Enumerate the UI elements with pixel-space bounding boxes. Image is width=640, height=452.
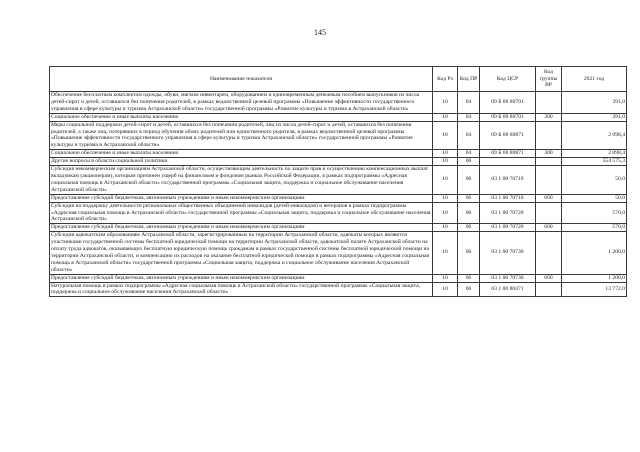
row-rz: 10	[433, 194, 458, 202]
row-csr: 03 1 00 70720	[480, 224, 536, 232]
row-vr	[536, 121, 562, 150]
table-header-row	[50, 67, 627, 92]
row-amount: 391,0	[562, 92, 627, 114]
row-vr	[536, 158, 562, 166]
table-row	[50, 166, 627, 195]
row-amount: 1 200,0	[562, 274, 627, 282]
row-csr: 09 Б 00 80701	[480, 92, 536, 114]
row-csr: 03 1 00 70720	[480, 202, 536, 224]
row-vr: 300	[536, 113, 562, 121]
row-name: Социальное обеспечение и иные выплаты населению	[50, 113, 433, 121]
row-pr: 04	[458, 92, 480, 114]
row-pr: 06	[458, 282, 480, 297]
row-rz: 10	[433, 232, 458, 274]
row-pr: 04	[458, 121, 480, 150]
header-csr: Код ЦСР	[480, 67, 536, 92]
row-rz: 10	[433, 166, 458, 195]
table-row	[50, 224, 627, 232]
budget-table	[49, 66, 627, 297]
row-vr: 600	[536, 194, 562, 202]
row-name: Предоставление субсидий бюджетным, автономным учреждениям и иным некоммерческим организациям	[50, 224, 433, 232]
row-name: Предоставление субсидий бюджетным, автономным учреждениям и иным некоммерческим организациям	[50, 274, 433, 282]
row-name: Социальное обеспечение и иные выплаты населению	[50, 150, 433, 158]
row-amount: 554 575,3	[562, 158, 627, 166]
row-rz: 10	[433, 202, 458, 224]
row-csr: 09 Б 00 80871	[480, 150, 536, 158]
row-rz: 10	[433, 158, 458, 166]
row-pr: 04	[458, 150, 480, 158]
row-pr: 06	[458, 194, 480, 202]
row-name: Субсидия некоммерческим организациям Астраханской области, осуществляющим деятельность по защите прав и осуществлению компенсационных выплат вкладчикам (акционерам), которым причинен ущерб на финансовом и фондовом рынках Российской Федерации, в рамках подпрограммы «Адресная социальная помощь в Астраханской области» государственной программы «Социальная защита, поддержка и социальное обслуживание населения Астраханской области»	[50, 166, 433, 195]
row-vr	[536, 202, 562, 224]
table-row	[50, 202, 627, 224]
row-amount: 570,0	[562, 202, 627, 224]
table-row	[50, 194, 627, 202]
row-amount: 50,0	[562, 194, 627, 202]
header-name: Наименование показателя	[50, 67, 433, 92]
row-rz: 10	[433, 113, 458, 121]
row-amount: 13 772,0	[562, 282, 627, 297]
row-pr: 06	[458, 274, 480, 282]
row-rz: 10	[433, 282, 458, 297]
page-number: 145	[314, 28, 326, 37]
row-vr: 300	[536, 150, 562, 158]
row-vr	[536, 282, 562, 297]
row-csr: 03 1 00 70710	[480, 194, 536, 202]
row-rz: 10	[433, 121, 458, 150]
row-pr: 06	[458, 158, 480, 166]
header-rz: Код Рз	[433, 67, 458, 92]
header-year: 2021 год	[562, 67, 627, 92]
row-name: Меры социальной поддержки детей-сирот и детей, оставшихся без попечения родителей, лиц из числа детей-сирот и детей, оставшихся без попечения родителей, а также лиц, потерявших в период обучения обоих родителей или единственного родителя, в рамках ведомственной целевой программы «Повышение эффективности государственного управления в сфере культуры и туризма Астраханской области» государственной программы «Развитие культуры и туризма в Астраханской области»	[50, 121, 433, 150]
table-row	[50, 121, 627, 150]
row-csr: 03 1 00 70730	[480, 232, 536, 274]
row-amount: 570,0	[562, 224, 627, 232]
table-row	[50, 113, 627, 121]
row-pr: 06	[458, 224, 480, 232]
row-name: Другие вопросы в области социальной политики	[50, 158, 433, 166]
row-name: Предоставление субсидий бюджетным, автономным учреждениям и иным некоммерческим организациям	[50, 194, 433, 202]
row-name: Субсидия на поддержку деятельности региональных общественных объединений инвалидов (детей-инвалидов) и ветеранов в рамках подпрограммы «Адресная социальная помощь в Астраханской области» государственной программы «Социальная защита, поддержка и социальное обслуживание населения Астраханской области»	[50, 202, 433, 224]
row-name: Субсидия адвокатским образованиям Астраханской области, зарегистрированным на территории Астраханской области, адвокаты которых являются участниками государственной системы бесплатной юридической помощи на территории Астраханской области, адвокатской палате Астраханской области на оплату труда адвокатов, оказывающих бесплатную юридическую помощь гражданам в рамках государственной системы бесплатной юридической помощи на территории Астраханской области, и компенсацию их расходов на оказание бесплатной юридической помощи в рамках подпрограммы «Адресная социальная помощь в Астраханской области» государственной программы «Социальная защита, поддержка и социальное обслуживание населения Астраханской области»	[50, 232, 433, 274]
row-pr: 06	[458, 166, 480, 195]
row-rz: 10	[433, 224, 458, 232]
table-row	[50, 158, 627, 166]
table-row	[50, 150, 627, 158]
row-csr	[480, 158, 536, 166]
table-row	[50, 92, 627, 114]
row-vr: 600	[536, 224, 562, 232]
row-amount: 50,0	[562, 166, 627, 195]
row-vr	[536, 166, 562, 195]
row-amount: 2 098,4	[562, 121, 627, 150]
table-row	[50, 274, 627, 282]
row-rz: 10	[433, 92, 458, 114]
row-csr: 03 1 00 70730	[480, 274, 536, 282]
row-pr: 06	[458, 202, 480, 224]
row-rz: 10	[433, 150, 458, 158]
row-vr	[536, 92, 562, 114]
row-amount: 391,0	[562, 113, 627, 121]
row-csr: 09 Б 00 80701	[480, 113, 536, 121]
header-vr: Код группы ВР	[536, 67, 562, 92]
row-csr: 09 Б 00 80871	[480, 121, 536, 150]
row-csr: 03 1 00 80471	[480, 282, 536, 297]
row-csr: 03 1 00 70710	[480, 166, 536, 195]
header-pr: Код ПР	[458, 67, 480, 92]
row-pr: 04	[458, 113, 480, 121]
row-vr	[536, 232, 562, 274]
row-vr: 600	[536, 274, 562, 282]
row-pr: 06	[458, 232, 480, 274]
row-amount: 2 098,4	[562, 150, 627, 158]
row-rz: 10	[433, 274, 458, 282]
table-row	[50, 232, 627, 274]
row-name: Обеспечение бесплатным комплектом одежды, обуви, мягким инвентарем, оборудованием и единовременным денежным пособием выпускников из числа детей-сирот и детей, оставшихся без попечения родителей, в рамках ведомственной целевой программы «Повышение эффективности государственного управления в сфере культуры и туризма Астраханской области» государственной программы «Развитие культуры и туризма в Астраханской области»	[50, 92, 433, 114]
table-row	[50, 282, 627, 297]
row-amount: 1 200,0	[562, 232, 627, 274]
row-name: Натуральная помощь в рамках подпрограммы «Адресная социальная помощь в Астраханской области» государственной программы «Социальная защита, поддержка и социальное обслуживание населения Астраханской области»	[50, 282, 433, 297]
